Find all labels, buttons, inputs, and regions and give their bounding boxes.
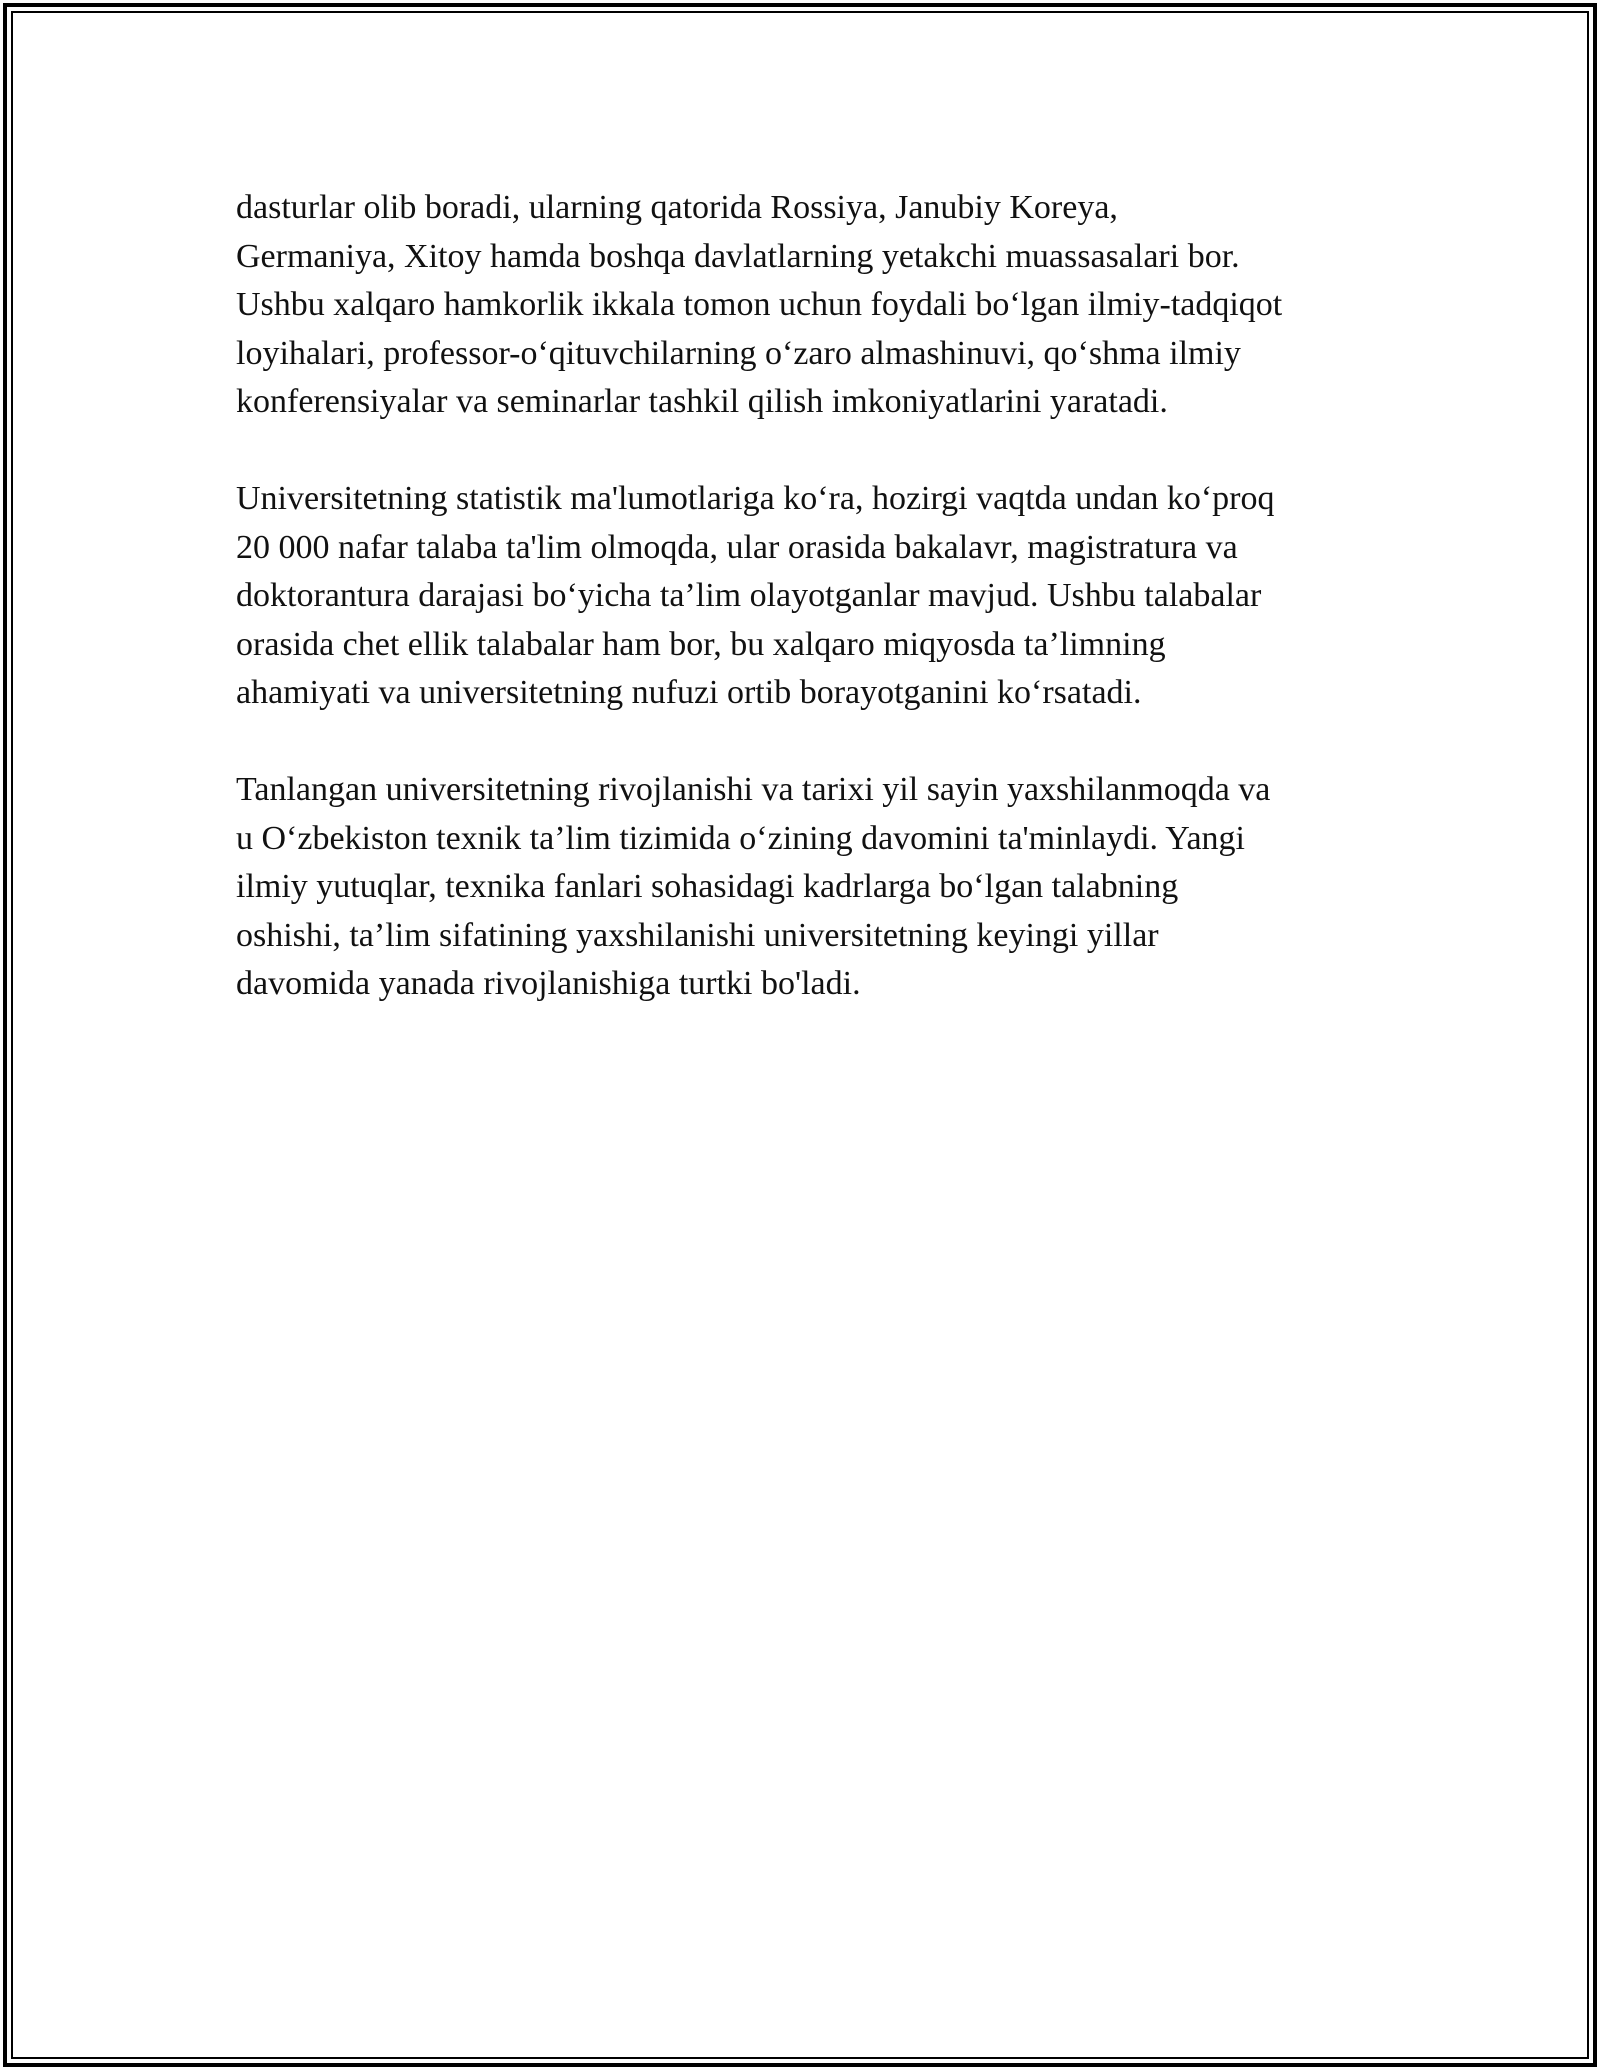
paragraph-3 bbox=[236, 766, 1386, 1009]
text-line: orasida chet ellik talabalar ham bor, bu xalqaro miqyosda ta’limning bbox=[236, 625, 1166, 663]
text-line: Ushbu xalqaro hamkorlik ikkala tomon uchun foydali boʻlgan ilmiy-tadqiqot bbox=[236, 286, 1283, 323]
text-line: Germaniya, Xitoy hamda boshqa davlatlarning yetakchi muassasalari bor. bbox=[236, 237, 1240, 275]
page-content bbox=[236, 184, 1386, 1057]
text-line: u Oʻzbekiston texnik ta’lim tizimida oʻzining davomini ta'minlaydi. Yangi bbox=[236, 819, 1245, 857]
text-line: davomida yanada rivojlanishiga turtki bo'ladi. bbox=[236, 965, 861, 1002]
paragraph-2 bbox=[236, 475, 1386, 718]
text-line: dasturlar olib boradi, ularning qatorida Rossiya, Janubiy Koreya, bbox=[236, 189, 1118, 226]
text-line: oshishi, ta’lim sifatining yaxshilanishi universitetning keyingi yillar bbox=[236, 916, 1159, 954]
text-line: ilmiy yutuqlar, texnika fanlari sohasidagi kadrlarga boʻlgan talabning bbox=[236, 868, 1179, 905]
text-line: loyihalari, professor-oʻqituvchilarning oʻzaro almashinuvi, qoʻshma ilmiy bbox=[236, 334, 1241, 372]
text-line: ahamiyati va universitetning nufuzi ortib borayotganini koʻrsatadi. bbox=[236, 674, 1142, 711]
text-line: Universitetning statistik ma'lumotlariga koʻra, hozirgi vaqtda undan koʻproq bbox=[236, 480, 1275, 517]
text-line: Tanlangan universitetning rivojlanishi va tarixi yil sayin yaxshilanmoqda va bbox=[236, 771, 1271, 808]
text-line: doktorantura darajasi boʻyicha ta’lim olayotganlar mavjud. Ushbu talabalar bbox=[236, 577, 1262, 614]
text-line: 20 000 nafar talaba ta'lim olmoqda, ular orasida bakalavr, magistratura va bbox=[236, 528, 1238, 566]
text-line: konferensiyalar va seminarlar tashkil qilish imkoniyatlarini yaratadi. bbox=[236, 383, 1168, 420]
paragraph-1 bbox=[236, 184, 1386, 427]
